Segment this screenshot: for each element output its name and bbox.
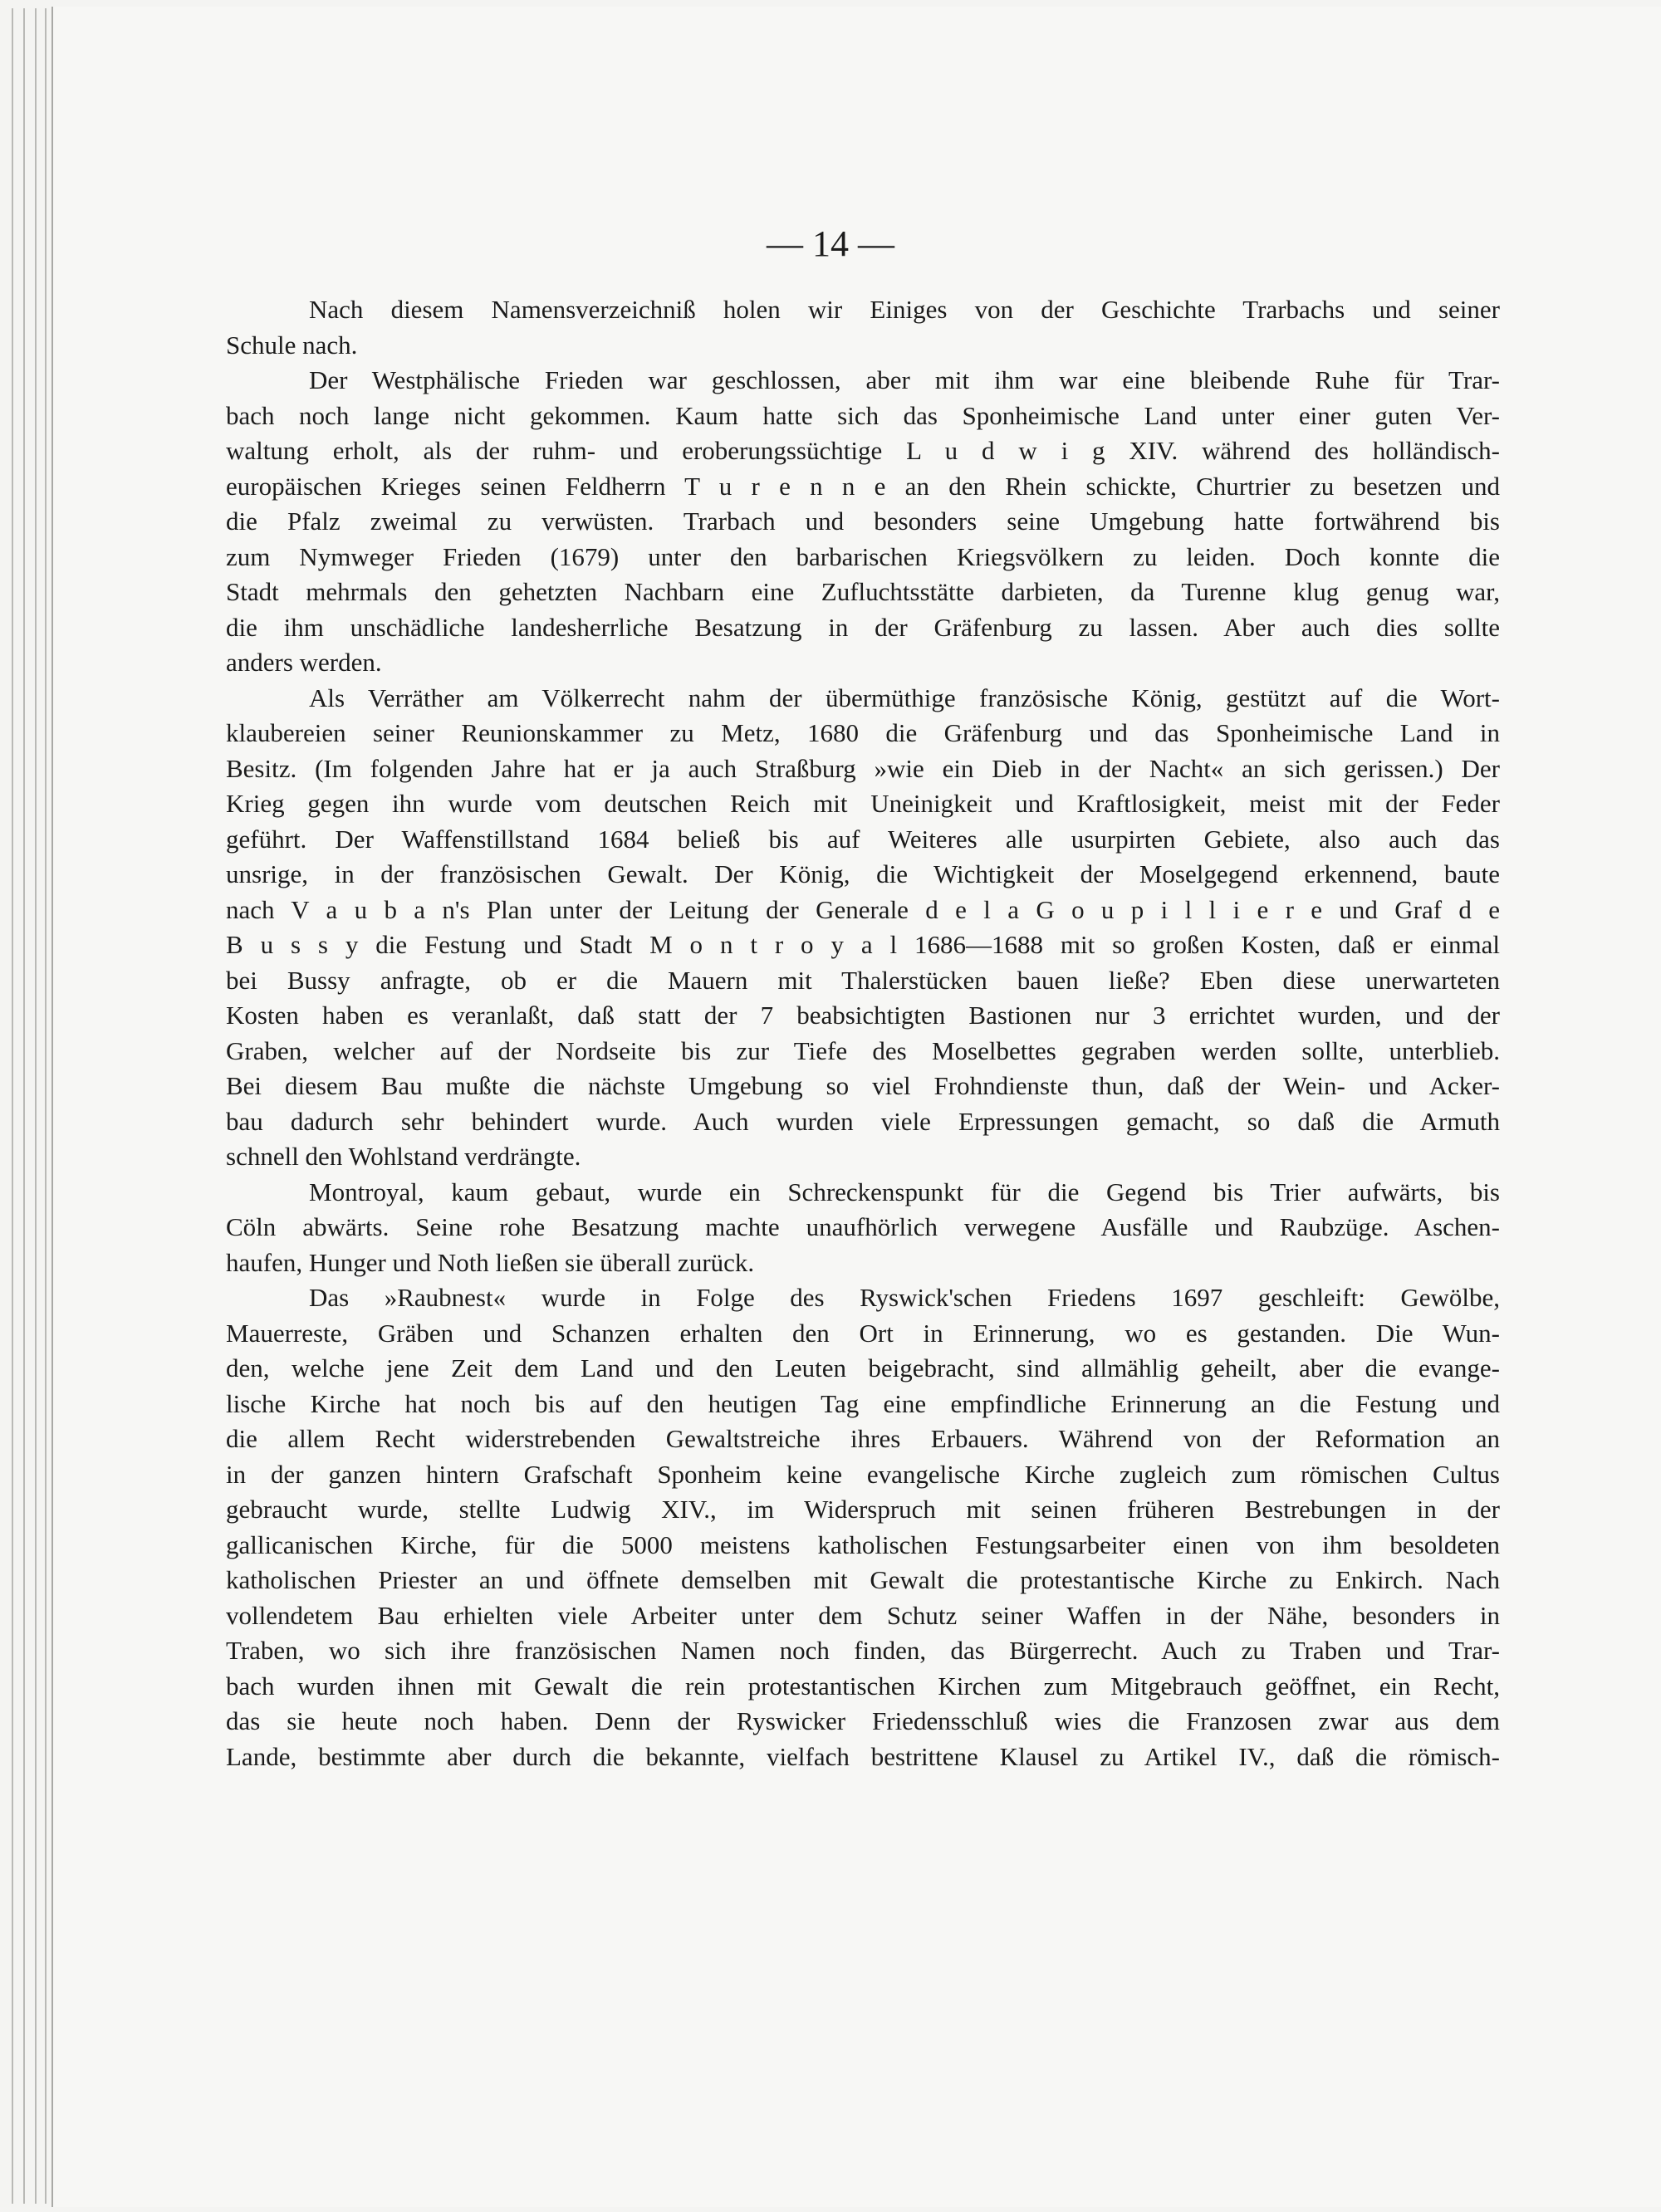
page-edge [45,8,47,2204]
page-number: — 14 — [767,223,894,264]
text-line: Stadt mehrmals den gehetzten Nachbarn eine Zufluchtsstätte darbieten, da Turenne klug genug war, [226,577,1500,606]
text-line: den, welche jene Zeit dem Land und den Leuten beigebracht, sind allmählig geheilt, aber die evange- [226,1353,1500,1382]
text-line: Traben, wo sich ihre französischen Namen noch finden, das Bürgerrecht. Auch zu Traben und Trar- [226,1636,1500,1665]
page-edge [12,8,13,2204]
text-line: die Pfalz zweimal zu verwüsten. Trarbach und besonders seine Umgebung hatte fortwährend bis [226,507,1500,536]
text-line: Kosten haben es veranlaßt, daß statt der 7 beabsichtigten Bastionen nur 3 errichtet wurden, und der [226,1001,1500,1030]
text-line: Mauerreste, Gräben und Schanzen erhalten den Ort in Erinnerung, wo es gestanden. Die Wun- [226,1318,1500,1348]
text-line: schnell den Wohlstand verdrängte. [226,1142,581,1171]
text-line: waltung erholt, als der ruhm- und eroberungssüchtige L u d w i g XIV. während des holländisch- [226,436,1500,465]
text-line: lische Kirche hat noch bis auf den heutigen Tag eine empfindliche Erinnerung an die Festung und [226,1388,1500,1418]
text-line: unsrige, in der französischen Gewalt. Der König, die Wichtigkeit der Moselgegend erkennend, baute [226,859,1500,888]
page-edge [35,8,37,2204]
text-line: das sie heute noch haben. Denn der Ryswicker Friedensschluß wies die Franzosen zwar aus dem [226,1706,1500,1735]
page-edge [23,8,25,2204]
text-line: Krieg gegen ihn wurde vom deutschen Reich mit Uneinigkeit und Kraftlosigkeit, meist mit der Feder [226,789,1500,818]
text-line: Cöln abwärts. Seine rohe Besatzung machte unaufhörlich verwegene Ausfälle und Raubzüge. Aschen- [226,1212,1500,1241]
text-line: bei Bussy anfragte, ob er die Mauern mit Thalerstücken bauen ließe? Eben diese unerwarteten [226,965,1500,995]
text-line: europäischen Krieges seinen Feldherrn T u r e n n e an den Rhein schickte, Churtrier zu besetzen und [226,471,1500,501]
text-line: Besitz. (Im folgenden Jahre hat er ja auch Straßburg »wie ein Dieb in der Nacht« an sich gerissen.) Der [226,753,1500,783]
text-line: Lande, bestimmte aber durch die bekannte, vielfach bestrittene Klausel zu Artikel IV., daß die römisch- [226,1741,1500,1771]
text-line: bau dadurch sehr behindert wurde. Auch wurden viele Erpressungen gemacht, so daß die Armuth [226,1106,1500,1136]
text-line: zum Nymweger Frieden (1679) unter den barbarischen Kriegsvölkern zu leiden. Doch konnte die [226,541,1500,571]
text-line: in der ganzen hintern Grafschaft Sponheim keine evangelische Kirche zugleich zum römischen Cultus [226,1459,1500,1489]
text-line: anders werden. [226,648,382,677]
text-line: klaubereien seiner Reunionskammer zu Metz, 1680 die Gräfenburg und das Sponheimische Land in [226,718,1500,747]
text-line: bach noch lange nicht gekommen. Kaum hatte sich das Sponheimische Land unter einer guten Ver- [226,400,1500,430]
text-line: die ihm unschädliche landesherrliche Besatzung in der Gräfenburg zu lassen. Aber auch dies sollte [226,612,1500,642]
text-line: Schule nach. [226,330,358,360]
text-line: Der Westphälische Frieden war geschlossen, aber mit ihm war eine bleibende Ruhe für Trar- [309,365,1500,394]
text-line: gebraucht wurde, stellte Ludwig XIV., im Widerspruch mit seinen früheren Bestrebungen in der [226,1495,1500,1524]
text-line: Nach diesem Namensverzeichniß holen wir Einiges von der Geschichte Trarbachs und seiner [309,295,1500,324]
text-line: nach V a u b a n's Plan unter der Leitung der Generale d e l a G o u p i l l i e r e und Graf d e [226,894,1500,924]
text-line: die allem Recht widerstrebenden Gewaltstreiche ihres Erbauers. Während von der Reformation an [226,1424,1500,1453]
text-line: Als Verräther am Völkerrecht nahm der übermüthige französische König, gestützt auf die Wort- [309,683,1500,712]
text-line: Montroyal, kaum gebaut, wurde ein Schreckenspunkt für die Gegend bis Trier aufwärts, bis [309,1177,1500,1206]
text-line: katholischen Priester an und öffnete demselben mit Gewalt die protestantische Kirche zu Enkirch. Nach [226,1565,1500,1594]
body-text [226,292,1500,1774]
text-line: Bei diesem Bau mußte die nächste Umgebung so viel Frohndienste thun, daß der Wein- und Acker- [226,1071,1500,1100]
text-line: Das »Raubnest« wurde in Folge des Ryswick'schen Friedens 1697 geschleift: Gewölbe, [309,1283,1500,1312]
text-line: Graben, welcher auf der Nordseite bis zur Tiefe des Moselbettes gegraben werden sollte, unterblieb. [226,1035,1500,1065]
text-line: vollendetem Bau erhielten viele Arbeiter unter dem Schutz seiner Waffen in der Nähe, besonders in [226,1600,1500,1630]
text-line: bach wurden ihnen mit Gewalt die rein protestantischen Kirchen zum Mitgebrauch geöffnet, ein Recht, [226,1671,1500,1701]
text-line: haufen, Hunger und Noth ließen sie überall zurück. [226,1247,755,1277]
text-line: gallicanischen Kirche, für die 5000 meistens katholischen Festungsarbeiter einen von ihm besoldeten [226,1529,1500,1559]
text-line: geführt. Der Waffenstillstand 1684 beließ bis auf Weiteres alle usurpirten Gebiete, also auch das [226,824,1500,854]
text-line: B u s s y die Festung und Stadt M o n t r o y a l 1686—1688 mit so großen Kosten, daß er einmal [226,930,1500,959]
